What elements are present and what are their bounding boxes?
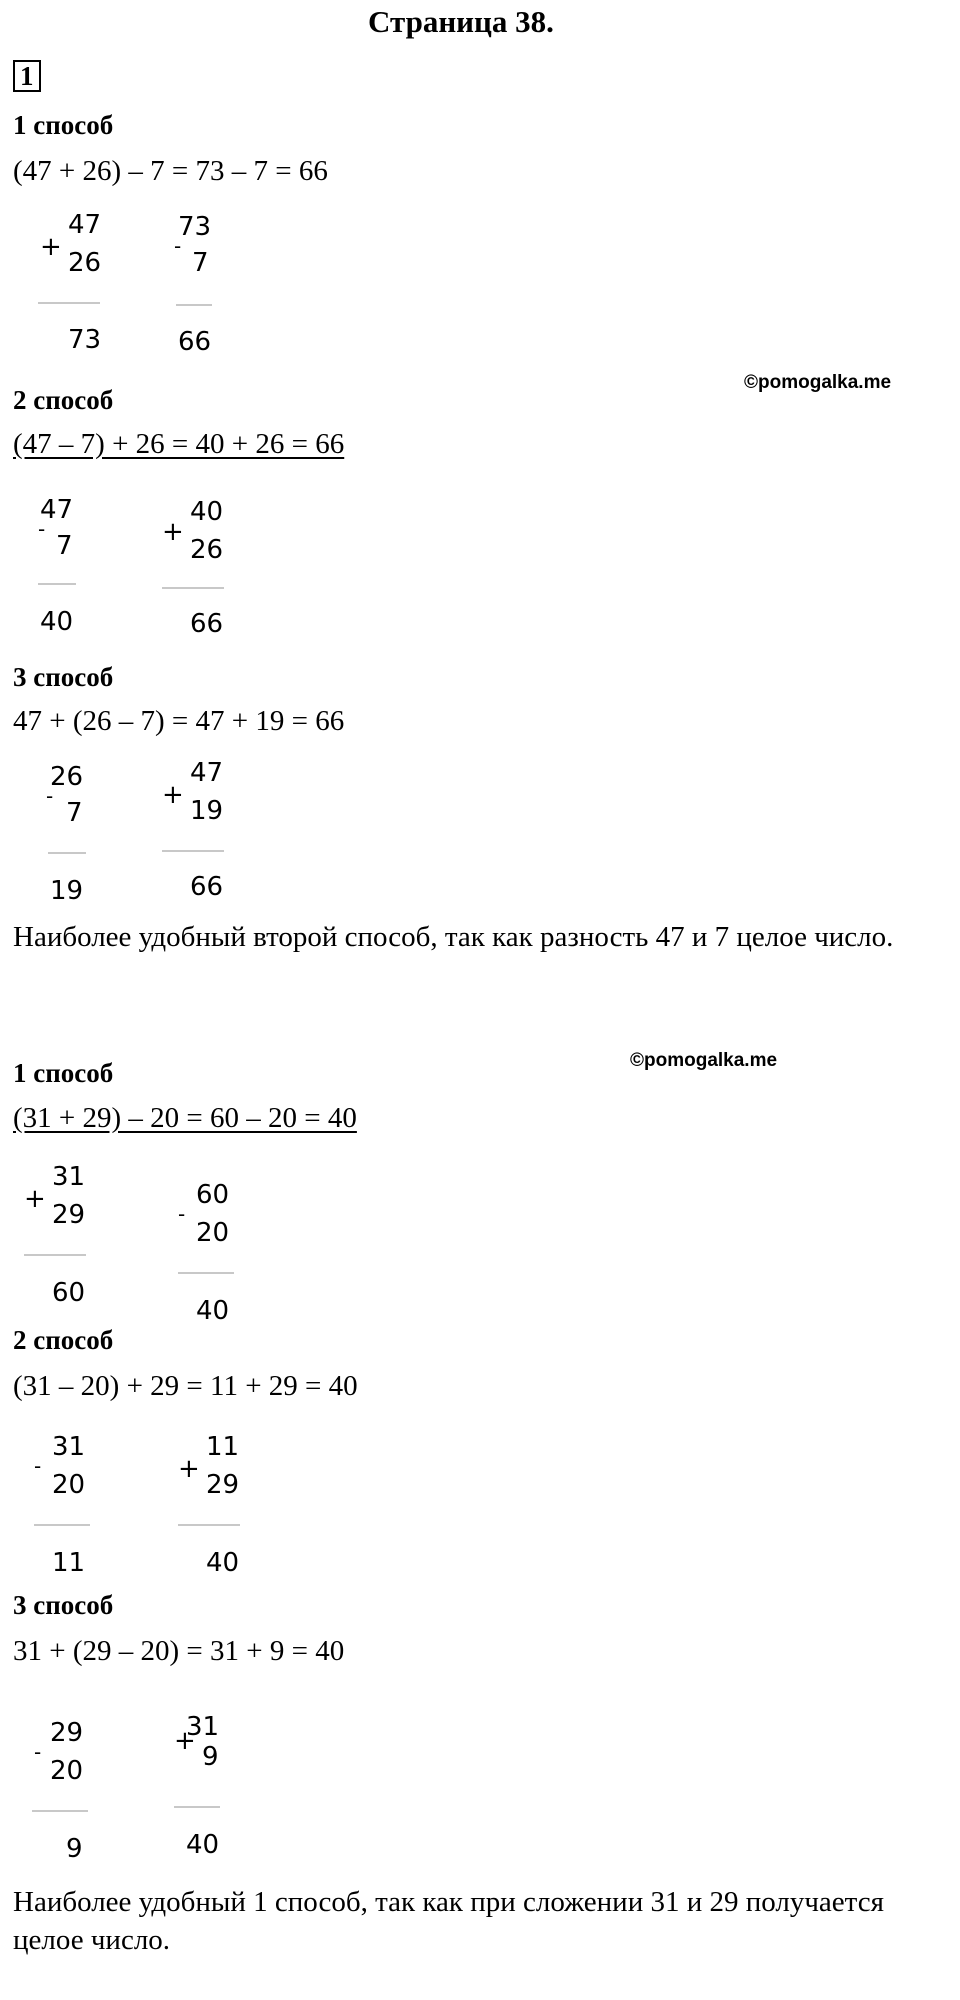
column-sign: - [34,1740,42,1764]
task-number: 1 [13,60,41,92]
column-top-number: 60 [196,1180,230,1210]
part2-method1-heading: 1 способ [13,1058,114,1088]
watermark: ©pomogalka.me [630,1050,778,1071]
column-result: 66 [190,872,224,902]
column-calculation [36,210,146,370]
column-calculation [176,1180,286,1340]
column-bottom-number: 26 [190,535,224,565]
column-divider-line [24,1254,86,1256]
column-result: 19 [50,876,84,906]
column-calculation [176,1432,286,1592]
column-result: 9 [66,1834,83,1864]
column-sign: - [46,784,54,808]
column-bottom-number: 29 [52,1200,86,1230]
part2-method2-expression: (31 – 20) + 29 = 11 + 29 = 40 [13,1370,358,1402]
page-title: Страница 38. [368,4,554,39]
column-divider-line [32,1810,88,1812]
column-top-number: 47 [40,495,74,525]
column-sign: + [162,517,184,547]
column-sign: - [178,1202,186,1226]
part2-conclusion: Наиболее удобный 1 способ, так как при сложении 31 и 29 получается целое число. [13,1886,884,1956]
column-top-number: 47 [190,758,224,788]
column-result: 66 [190,609,224,639]
column-calculation [32,1432,142,1592]
column-top-number: 47 [68,210,102,240]
column-calculation [36,495,146,655]
column-top-number: 26 [50,762,84,792]
part1-method2-expression: (47 – 7) + 26 = 40 + 26 = 66 [13,428,345,460]
column-bottom-number: 7 [66,798,83,828]
column-sign: - [174,234,182,258]
column-sign: + [178,1454,200,1484]
column-sign: + [24,1184,46,1214]
column-top-number: 40 [190,497,224,527]
part2-method3-expression: 31 + (29 – 20) = 31 + 9 = 40 [13,1635,345,1667]
column-bottom-number: 29 [206,1470,240,1500]
part1-method2-heading: 2 способ [13,385,114,415]
column-result: 73 [68,325,102,355]
part2-method1-expression: (31 + 29) – 20 = 60 – 20 = 40 [13,1102,357,1134]
part1-method1-expression: (47 + 26) – 7 = 73 – 7 = 66 [13,155,328,187]
column-calculation [160,758,270,918]
part1-conclusion: Наиболее удобный второй способ, так как разность 47 и 7 целое число. [13,921,894,953]
column-sign: + [162,780,184,810]
column-bottom-number: 20 [196,1218,230,1248]
column-sign: + [40,232,62,262]
column-calculation [32,1718,142,1878]
column-top-number: 31 [186,1712,220,1742]
column-bottom-number: 26 [68,248,102,278]
column-top-number: 11 [206,1432,240,1462]
part1-method1-heading: 1 способ [13,110,114,140]
column-calculation [160,497,270,657]
column-top-number: 73 [178,212,212,242]
column-divider-line [174,1806,220,1808]
column-result: 40 [206,1548,240,1578]
part2-method2-heading: 2 способ [13,1325,114,1355]
column-calculation [172,1712,282,1872]
watermark: ©pomogalka.me [744,372,892,393]
column-calculation [44,762,154,922]
column-sign: + [174,1726,196,1756]
column-result: 60 [52,1278,86,1308]
column-divider-line [34,1524,90,1526]
column-divider-line [162,850,224,852]
column-divider-line [178,1524,240,1526]
column-calculation [172,212,282,372]
column-calculation [22,1162,132,1322]
column-divider-line [38,302,100,304]
column-sign: - [34,1454,42,1478]
column-divider-line [38,583,76,585]
part1-method3-heading: 3 способ [13,662,114,692]
column-bottom-number: 7 [192,248,209,278]
column-bottom-number: 20 [52,1470,86,1500]
part2-method3-heading: 3 способ [13,1590,114,1620]
column-result: 40 [40,607,74,637]
column-sign: - [38,517,46,541]
column-result: 11 [52,1548,86,1578]
column-result: 40 [186,1830,220,1860]
column-bottom-number: 7 [56,531,73,561]
column-result: 40 [196,1296,230,1326]
column-top-number: 29 [50,1718,84,1748]
column-top-number: 31 [52,1162,86,1192]
part1-method3-expression: 47 + (26 – 7) = 47 + 19 = 66 [13,705,345,737]
column-divider-line [48,852,86,854]
column-divider-line [176,304,212,306]
column-result: 66 [178,327,212,357]
column-divider-line [178,1272,234,1274]
column-top-number: 31 [52,1432,86,1462]
column-bottom-number: 20 [50,1756,84,1786]
column-bottom-number: 9 [202,1742,219,1772]
column-divider-line [162,587,224,589]
column-bottom-number: 19 [190,796,224,826]
